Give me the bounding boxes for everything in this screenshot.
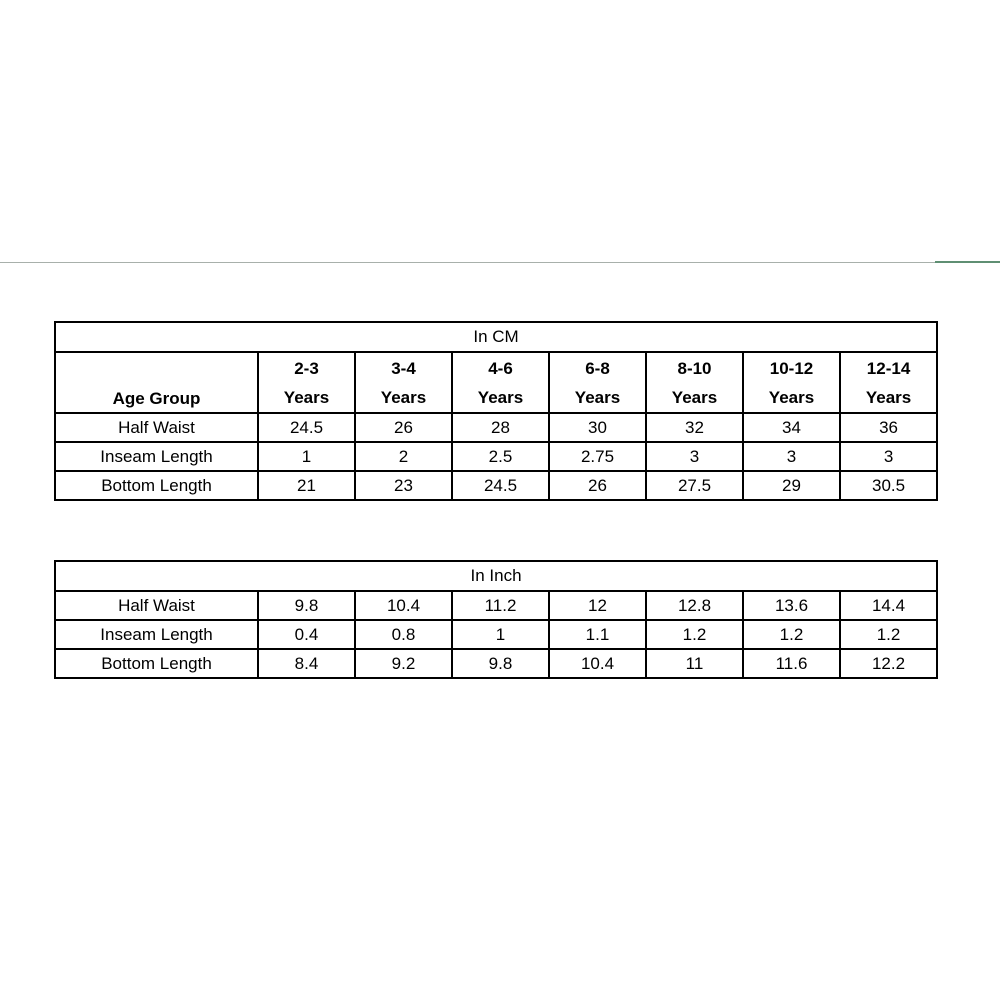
age-unit: Years — [768, 387, 815, 407]
age-group-header — [646, 352, 743, 413]
table-title: In Inch — [55, 561, 937, 591]
age-range: 10-12 — [769, 358, 814, 378]
table-cell: 1.2 — [646, 620, 743, 649]
age-unit: Years — [865, 387, 912, 407]
table-cell: 0.4 — [258, 620, 355, 649]
table-row — [55, 471, 937, 500]
table-cell: 27.5 — [646, 471, 743, 500]
age-range: 8-10 — [677, 358, 712, 378]
table-cell: 29 — [743, 471, 840, 500]
table-cell: 26 — [549, 471, 646, 500]
age-group-label: Age Group — [55, 352, 258, 413]
table-row — [55, 413, 937, 442]
table-cell: 24.5 — [452, 471, 549, 500]
table-row — [55, 591, 937, 620]
table-cell: 1 — [452, 620, 549, 649]
table-cell: 32 — [646, 413, 743, 442]
divider-accent — [935, 261, 1000, 263]
table-title-row — [55, 561, 937, 591]
table-cell: 36 — [840, 413, 937, 442]
horizontal-divider — [0, 262, 1000, 263]
row-label: Half Waist — [55, 591, 258, 620]
table-cell: 2.75 — [549, 442, 646, 471]
table-title: In CM — [55, 322, 937, 352]
table-cell: 23 — [355, 471, 452, 500]
age-range: 6-8 — [585, 358, 610, 378]
age-group-header — [258, 352, 355, 413]
row-label: Bottom Length — [55, 649, 258, 678]
table-cell: 2.5 — [452, 442, 549, 471]
table-cell: 12.2 — [840, 649, 937, 678]
age-range: 2-3 — [294, 358, 319, 378]
table-cell: 3 — [840, 442, 937, 471]
table-cell: 3 — [646, 442, 743, 471]
age-unit: Years — [477, 387, 524, 407]
table-cell: 9.8 — [452, 649, 549, 678]
size-chart-inch-table — [54, 560, 938, 679]
age-group-header — [840, 352, 937, 413]
age-group-header — [355, 352, 452, 413]
row-label: Inseam Length — [55, 442, 258, 471]
table-cell: 12.8 — [646, 591, 743, 620]
row-label: Bottom Length — [55, 471, 258, 500]
table-cell: 10.4 — [549, 649, 646, 678]
table-cell: 3 — [743, 442, 840, 471]
table-cell: 2 — [355, 442, 452, 471]
row-label: Half Waist — [55, 413, 258, 442]
age-range: 4-6 — [488, 358, 513, 378]
table-cell: 11 — [646, 649, 743, 678]
age-unit: Years — [283, 387, 330, 407]
age-unit: Years — [671, 387, 718, 407]
age-unit: Years — [574, 387, 621, 407]
table-cell: 9.2 — [355, 649, 452, 678]
table-cell: 1 — [258, 442, 355, 471]
age-range: 3-4 — [391, 358, 416, 378]
table-cell: 1.2 — [743, 620, 840, 649]
age-group-header — [452, 352, 549, 413]
table-cell: 21 — [258, 471, 355, 500]
table-cell: 1.1 — [549, 620, 646, 649]
table-cell: 30.5 — [840, 471, 937, 500]
table-cell: 26 — [355, 413, 452, 442]
table-cell: 11.2 — [452, 591, 549, 620]
table-cell: 8.4 — [258, 649, 355, 678]
table-cell: 14.4 — [840, 591, 937, 620]
table-cell: 1.2 — [840, 620, 937, 649]
table-row — [55, 442, 937, 471]
table-cell: 30 — [549, 413, 646, 442]
table-row — [55, 649, 937, 678]
table-cell: 34 — [743, 413, 840, 442]
age-unit: Years — [380, 387, 427, 407]
table-cell: 9.8 — [258, 591, 355, 620]
row-label: Inseam Length — [55, 620, 258, 649]
table-cell: 10.4 — [355, 591, 452, 620]
table-cell: 0.8 — [355, 620, 452, 649]
table-cell: 24.5 — [258, 413, 355, 442]
size-chart-cm-table — [54, 321, 938, 501]
age-group-header — [743, 352, 840, 413]
table-cell: 12 — [549, 591, 646, 620]
table-cell: 13.6 — [743, 591, 840, 620]
table-cell: 11.6 — [743, 649, 840, 678]
age-group-header-row — [55, 352, 937, 413]
table-title-row — [55, 322, 937, 352]
age-group-header — [549, 352, 646, 413]
table-cell: 28 — [452, 413, 549, 442]
age-range: 12-14 — [866, 358, 911, 378]
table-row — [55, 620, 937, 649]
